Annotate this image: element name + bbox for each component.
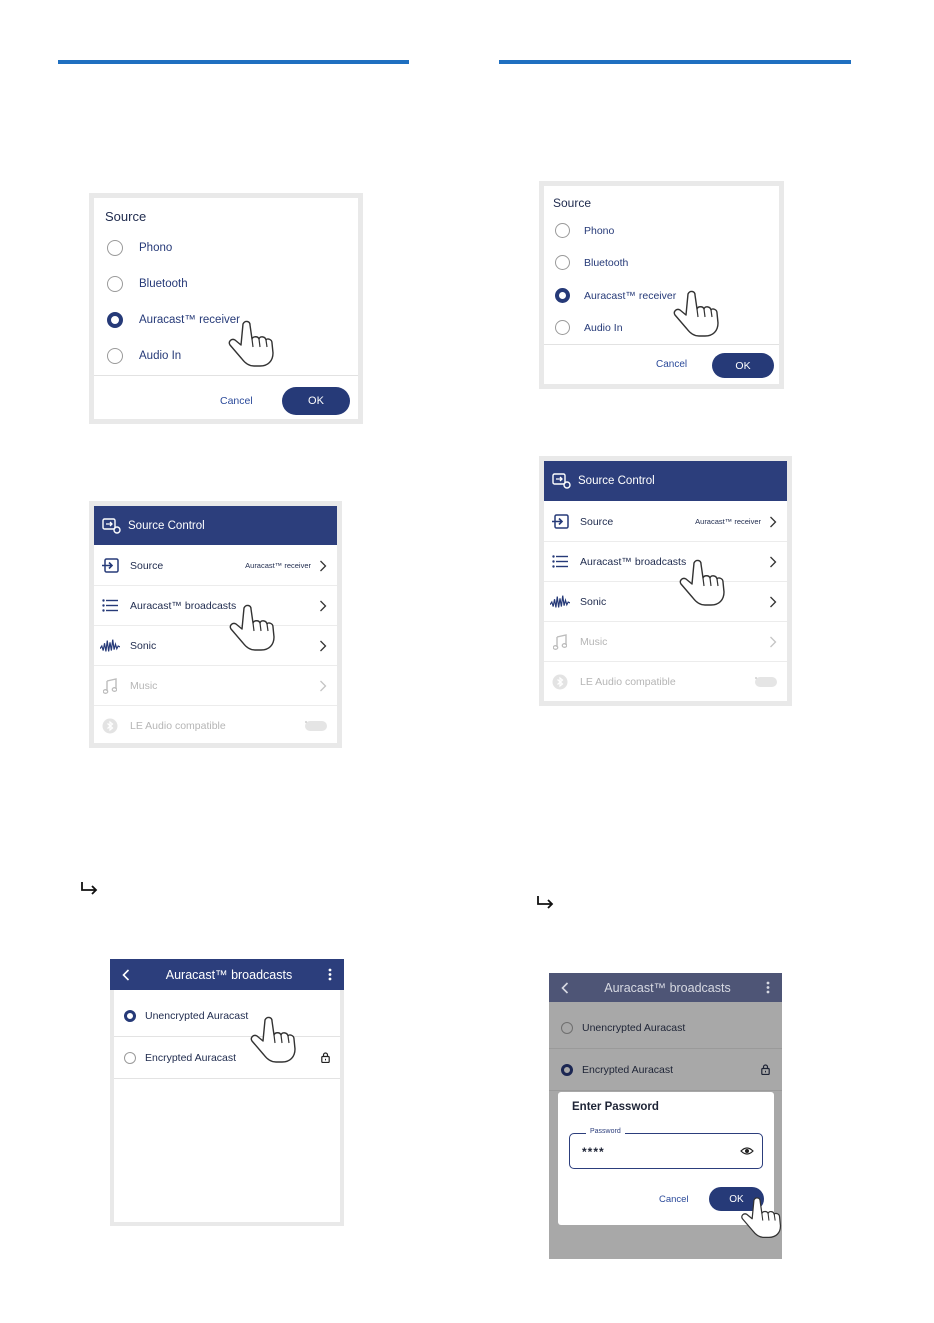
source-control-header: [94, 506, 337, 545]
source-control-header: [544, 461, 787, 501]
music-note-icon: [550, 634, 570, 650]
le-audio-toggle: [755, 677, 777, 687]
chevron-right-icon: [319, 560, 327, 572]
bluetooth-icon: [100, 718, 120, 734]
lock-icon: [761, 1064, 770, 1075]
result-arrow-icon: [536, 894, 556, 910]
radio-label: Bluetooth: [139, 278, 188, 290]
source-dialog: [94, 198, 358, 419]
radio-option-phono[interactable]: [555, 223, 779, 238]
radio-button[interactable]: [561, 1022, 573, 1034]
radio-button[interactable]: [555, 223, 570, 238]
row-auracast-broadcasts[interactable]: [94, 586, 337, 626]
lock-icon: [321, 1052, 330, 1063]
section-rule-left: [58, 60, 409, 64]
broadcast-item-encrypted[interactable]: [114, 1037, 340, 1079]
password-input[interactable]: ****: [582, 1145, 605, 1159]
broadcast-item-encrypted[interactable]: [549, 1049, 782, 1091]
bluetooth-icon: [550, 674, 570, 690]
row-value: Auracast™ receiver: [695, 517, 761, 526]
radio-option-audio-in[interactable]: [555, 320, 779, 335]
radio-option-auracast[interactable]: [555, 288, 779, 303]
row-label: Auracast™ broadcasts: [580, 555, 687, 568]
more-vertical-icon[interactable]: [328, 968, 332, 981]
radio-option-bluetooth[interactable]: [107, 276, 358, 292]
broadcast-item-unencrypted[interactable]: [114, 995, 340, 1037]
radio-label: Auracast™ receiver: [139, 314, 240, 326]
waveform-icon: [550, 594, 570, 610]
radio-label: Phono: [584, 224, 615, 237]
broadcast-label: Unencrypted Auracast: [145, 1009, 249, 1022]
radio-label: Auracast™ receiver: [584, 289, 677, 302]
hand-pointer-icon: [676, 557, 728, 607]
broadcasts-header: [549, 973, 782, 1002]
list-icon: [100, 599, 120, 612]
row-label: Music: [580, 635, 608, 648]
le-audio-toggle: [305, 721, 327, 731]
header-title: Auracast™ broadcasts: [604, 980, 731, 995]
chevron-right-icon: [769, 516, 777, 528]
row-le-audio: [544, 662, 787, 701]
result-arrow-icon: [80, 880, 100, 896]
ok-button[interactable]: OK: [282, 387, 350, 415]
ok-button[interactable]: OK: [712, 353, 774, 378]
row-label: Source: [580, 515, 614, 528]
hand-pointer-icon: [247, 1014, 299, 1064]
row-sonic[interactable]: [94, 626, 337, 666]
radio-button-selected[interactable]: [555, 288, 570, 303]
source-settings-icon: [552, 472, 572, 490]
radio-option-bluetooth[interactable]: [555, 255, 779, 270]
radio-button-selected[interactable]: [107, 312, 123, 328]
source-dialog-screenshot-right: [539, 181, 784, 389]
row-value: Auracast™ receiver: [245, 561, 311, 570]
broadcasts-screen: [114, 959, 340, 1222]
hand-pointer-icon: [738, 1194, 784, 1240]
row-label: LE Audio compatible: [580, 676, 676, 688]
row-source[interactable]: [94, 546, 337, 586]
dialog-divider: [94, 375, 358, 376]
music-note-icon: [100, 678, 120, 694]
header-title: Auracast™ broadcasts: [165, 967, 293, 982]
broadcast-label: Unencrypted Auracast: [582, 1021, 686, 1034]
source-settings-icon: [102, 517, 122, 535]
ok-button[interactable]: OK: [709, 1187, 764, 1211]
row-label: Sonic: [580, 595, 607, 608]
source-control-screenshot-left: [89, 501, 342, 748]
row-music: [94, 666, 337, 706]
eye-icon[interactable]: [740, 1146, 754, 1156]
dialog-title: Source: [553, 196, 592, 210]
source-control-list: [94, 506, 337, 743]
chevron-right-icon: [769, 636, 777, 648]
chevron-right-icon: [319, 640, 327, 652]
radio-button[interactable]: [107, 348, 123, 364]
source-dialog: [544, 186, 779, 384]
back-chevron-icon[interactable]: [561, 982, 569, 994]
header-title: Source Control: [128, 519, 205, 532]
input-icon: [550, 514, 570, 529]
broadcasts-header: [110, 959, 344, 990]
chevron-right-icon: [769, 556, 777, 568]
source-dialog-screenshot-left: [89, 193, 363, 424]
hand-pointer-icon: [225, 318, 277, 368]
section-rule-right: [499, 60, 851, 64]
radio-button[interactable]: [555, 255, 570, 270]
password-field[interactable]: [569, 1128, 763, 1169]
list-icon: [550, 555, 570, 568]
row-label: Auracast™ broadcasts: [130, 599, 237, 612]
radio-option-phono[interactable]: [107, 240, 358, 256]
radio-label: Phono: [139, 242, 173, 254]
radio-button[interactable]: [107, 240, 123, 256]
row-music: [544, 622, 787, 662]
waveform-icon: [100, 638, 120, 654]
password-field-label: Password: [586, 1128, 625, 1135]
broadcasts-screenshot-left: [110, 959, 344, 1226]
row-label: LE Audio compatible: [130, 720, 226, 732]
cancel-button[interactable]: Cancel: [659, 1194, 689, 1205]
input-icon: [100, 558, 120, 573]
radio-label: Audio In: [139, 350, 182, 362]
source-control-screenshot-right: [539, 456, 792, 706]
radio-button[interactable]: [555, 320, 570, 335]
back-chevron-icon[interactable]: [122, 969, 130, 981]
row-label: Sonic: [130, 639, 157, 652]
row-source[interactable]: [544, 502, 787, 542]
row-auracast-broadcasts[interactable]: [544, 542, 787, 582]
dialog-divider: [544, 344, 779, 345]
row-label: Source: [130, 559, 164, 572]
hand-pointer-icon: [226, 602, 278, 652]
more-vertical-icon[interactable]: [766, 981, 770, 994]
chevron-right-icon: [319, 600, 327, 612]
radio-button-selected[interactable]: [124, 1010, 136, 1022]
cancel-button[interactable]: Cancel: [656, 359, 688, 370]
broadcast-item-unencrypted[interactable]: [549, 1007, 782, 1049]
broadcast-label: Encrypted Auracast: [145, 1051, 237, 1064]
chevron-right-icon: [319, 680, 327, 692]
header-title: Source Control: [578, 475, 655, 487]
row-sonic[interactable]: [544, 582, 787, 622]
dialog-title: Source: [105, 209, 147, 224]
radio-label: Audio In: [584, 321, 623, 334]
cancel-button[interactable]: Cancel: [220, 395, 253, 407]
radio-button-selected[interactable]: [561, 1064, 573, 1076]
row-label: Music: [130, 679, 158, 692]
hand-pointer-icon: [670, 288, 722, 338]
radio-button[interactable]: [124, 1052, 136, 1064]
chevron-right-icon: [769, 596, 777, 608]
source-control-list: [544, 461, 787, 701]
radio-label: Bluetooth: [584, 256, 629, 269]
broadcast-label: Encrypted Auracast: [582, 1063, 674, 1076]
dialog-title: Enter Password: [572, 1101, 659, 1113]
radio-button[interactable]: [107, 276, 123, 292]
row-le-audio: [94, 706, 337, 743]
